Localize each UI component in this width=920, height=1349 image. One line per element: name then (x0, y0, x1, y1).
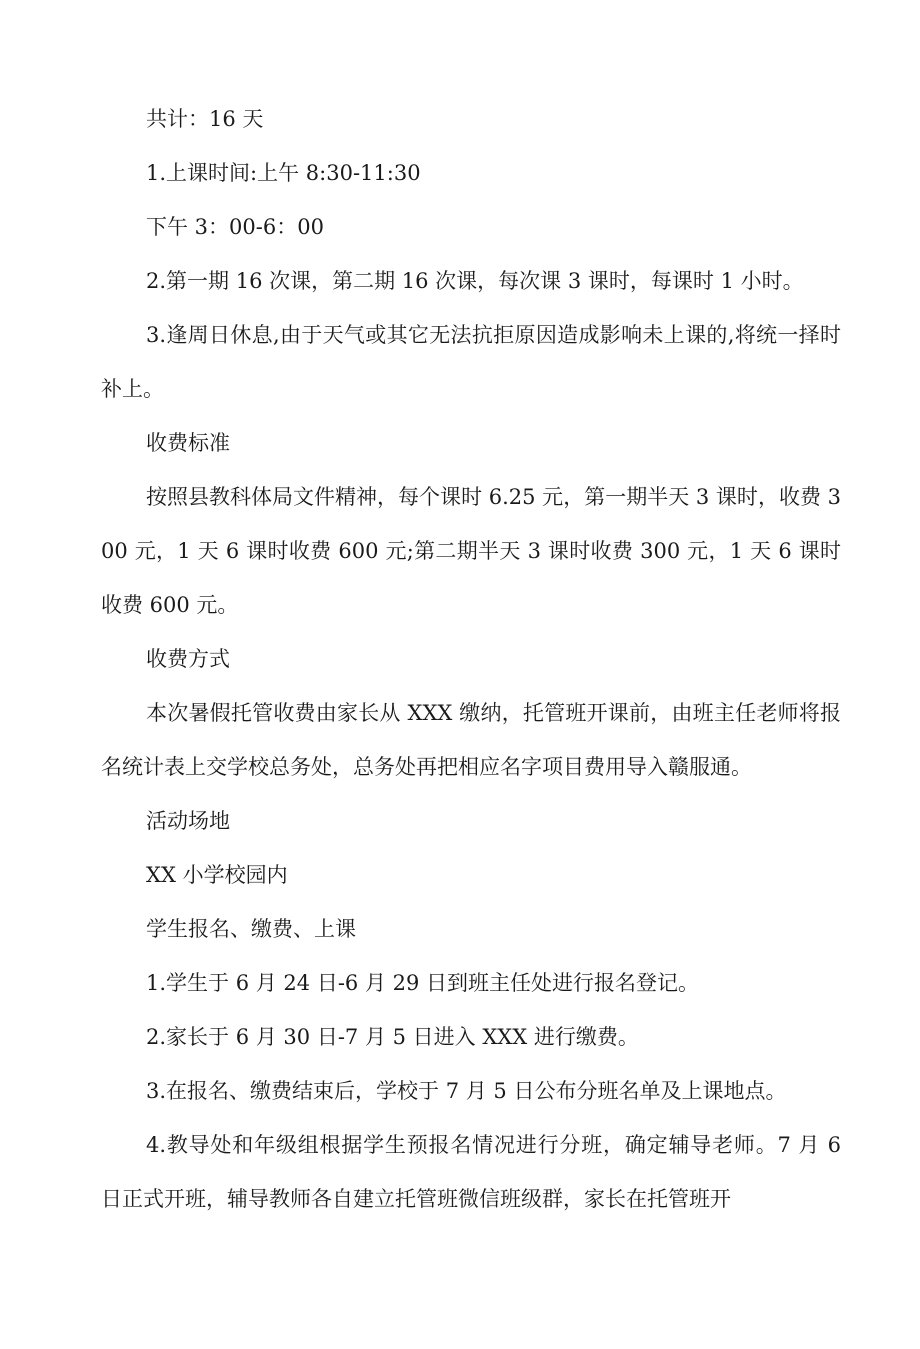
paragraph-total-days: 共计：16 天 (146, 107, 264, 131)
document-body (101, 92, 841, 1226)
section-heading-fee-standard: 收费标准 (146, 431, 230, 455)
paragraph-registration-step-2: 2.家长于 6 月 30 日-7 月 5 日进入 XXX 进行缴费。 (146, 1025, 639, 1049)
paragraph-registration-step-4: 4.教导处和年级组根据学生预报名情况进行分班，确定辅导老师。7 月 6 日正式开班，辅导教师各自建立托管班微信班级群，家长在托管班开 (101, 1133, 841, 1211)
paragraph-registration-step-1: 1.学生于 6 月 24 日-6 月 29 日到班主任处进行报名登记。 (146, 971, 700, 995)
paragraph-venue: XX 小学校园内 (146, 863, 288, 887)
section-heading-payment-method: 收费方式 (146, 647, 230, 671)
section-heading-registration: 学生报名、缴费、上课 (146, 917, 356, 941)
paragraph-payment-method: 本次暑假托管收费由家长从 XXX 缴纳，托管班开课前，由班主任老师将报名统计表上交学校总务处，总务处再把相应名字项目费用导入赣服通。 (101, 701, 841, 779)
paragraph-class-time-morning: 1.上课时间:上午 8:30-11:30 (146, 161, 421, 185)
paragraph-rest-day: 3.逢周日休息,由于天气或其它无法抗拒原因造成影响未上课的,将统一择时补上。 (101, 323, 841, 401)
paragraph-session-count: 2.第一期 16 次课，第二期 16 次课，每次课 3 课时，每课时 1 小时。 (146, 269, 804, 293)
paragraph-class-time-afternoon: 下午 3：00-6：00 (146, 215, 324, 239)
section-heading-venue: 活动场地 (146, 809, 230, 833)
paragraph-fee-standard: 按照县教科体局文件精神，每个课时 6.25 元，第一期半天 3 课时，收费 300 元，1 天 6 课时收费 600 元;第二期半天 3 课时收费 300 元，1 天 6 课时收费 600 元。 (101, 485, 841, 617)
paragraph-registration-step-3: 3.在报名、缴费结束后，学校于 7 月 5 日公布分班名单及上课地点。 (146, 1079, 787, 1103)
